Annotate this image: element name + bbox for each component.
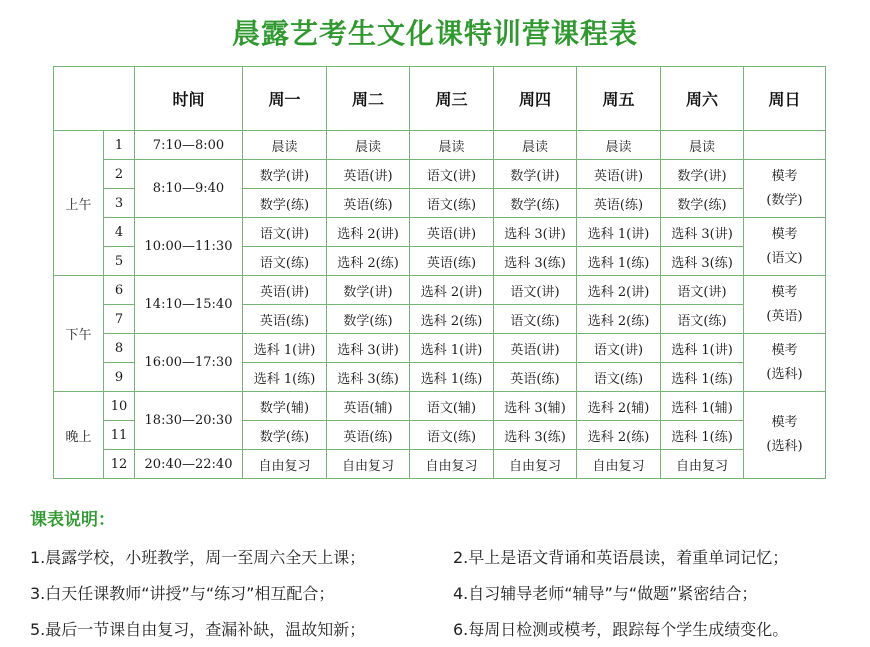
class-cell: 英语(练)	[577, 189, 661, 218]
class-cell: 语文(辅)	[410, 392, 494, 421]
table-row	[54, 131, 826, 160]
table-row	[54, 276, 826, 305]
exam-subject: (数学)	[766, 192, 803, 208]
class-cell: 语文(练)	[494, 305, 577, 334]
exam-label: 模考	[771, 226, 798, 242]
class-cell: 选科 2(练)	[577, 421, 661, 450]
period-number: 12	[104, 450, 135, 479]
table-row	[54, 392, 826, 421]
table-row	[54, 334, 826, 363]
class-cell: 选科 1(辅)	[661, 392, 744, 421]
note-item: 2.早上是语文背诵和英语晨读，着重单词记忆；	[453, 548, 789, 567]
class-cell: 选科 2(练)	[577, 305, 661, 334]
class-cell: 选科 3(练)	[327, 363, 410, 392]
period-number: 10	[104, 392, 135, 421]
class-cell: 选科 2(讲)	[577, 276, 661, 305]
note-item: 6.每周日检测或模考，跟踪每个学生成绩变化。	[453, 620, 789, 639]
period-number: 5	[104, 247, 135, 276]
period-cell: 晚上	[54, 392, 104, 479]
class-cell: 选科 2(辅)	[577, 392, 661, 421]
class-cell: 自由复习	[577, 450, 661, 479]
schedule-table	[53, 66, 826, 479]
class-cell: 数学(练)	[243, 421, 327, 450]
class-cell: 英语(练)	[243, 305, 327, 334]
period-number: 7	[104, 305, 135, 334]
time-cell: 8:10—9:40	[135, 160, 243, 218]
header-cell: 周三	[410, 67, 494, 131]
exam-subject: (选科)	[766, 366, 803, 382]
time-cell: 16:00—17:30	[135, 334, 243, 392]
period-cell: 上午	[54, 131, 104, 276]
class-cell: 选科 3(辅)	[494, 392, 577, 421]
class-cell: 语文(讲)	[243, 218, 327, 247]
note-item: 1.晨露学校，小班教学，周一至周六全天上课；	[30, 548, 366, 567]
period-number: 4	[104, 218, 135, 247]
sunday-exam-cell	[744, 276, 826, 334]
sunday-exam-cell	[744, 218, 826, 276]
class-cell: 数学(练)	[494, 189, 577, 218]
class-cell: 选科 3(讲)	[661, 218, 744, 247]
header-cell: 周日	[744, 67, 826, 131]
class-cell: 选科 2(讲)	[410, 276, 494, 305]
class-cell: 选科 3(练)	[661, 247, 744, 276]
class-cell: 语文(讲)	[494, 276, 577, 305]
time-cell: 7:10—8:00	[135, 131, 243, 160]
period-number: 11	[104, 421, 135, 450]
exam-label: 模考	[771, 342, 798, 358]
header-cell: 周五	[577, 67, 661, 131]
class-cell: 选科 1(练)	[661, 421, 744, 450]
class-cell: 语文(练)	[661, 305, 744, 334]
class-cell: 语文(讲)	[410, 160, 494, 189]
table-row	[54, 160, 826, 189]
class-cell: 英语(练)	[494, 363, 577, 392]
table-row	[54, 450, 826, 479]
class-cell: 数学(练)	[327, 305, 410, 334]
note-item: 5.最后一节课自由复习，查漏补缺，温故知新；	[30, 620, 366, 639]
page-title: 晨露艺考生文化课特训营课程表	[231, 17, 638, 50]
period-number: 1	[104, 131, 135, 160]
header-cell: 周四	[494, 67, 577, 131]
time-cell: 20:40—22:40	[135, 450, 243, 479]
class-cell: 晨读	[327, 131, 410, 160]
class-cell: 选科 1(练)	[243, 363, 327, 392]
class-cell: 英语(讲)	[410, 218, 494, 247]
class-cell: 选科 1(讲)	[410, 334, 494, 363]
period-number: 2	[104, 160, 135, 189]
class-cell: 英语(讲)	[243, 276, 327, 305]
class-cell: 语文(练)	[243, 247, 327, 276]
class-cell: 自由复习	[327, 450, 410, 479]
class-cell: 数学(讲)	[243, 160, 327, 189]
sunday-exam-cell	[744, 334, 826, 392]
class-cell: 选科 1(讲)	[243, 334, 327, 363]
header-cell: 周一	[243, 67, 327, 131]
time-cell: 18:30—20:30	[135, 392, 243, 450]
class-cell: 英语(练)	[327, 189, 410, 218]
class-cell: 自由复习	[243, 450, 327, 479]
class-cell: 选科 2(练)	[327, 247, 410, 276]
class-cell: 数学(练)	[661, 189, 744, 218]
class-cell: 语文(练)	[410, 189, 494, 218]
class-cell: 选科 2(讲)	[327, 218, 410, 247]
header-cell: 周二	[327, 67, 410, 131]
table-row	[54, 218, 826, 247]
class-cell: 选科 3(练)	[494, 421, 577, 450]
exam-subject: (选科)	[766, 439, 803, 454]
class-cell: 晨读	[410, 131, 494, 160]
class-cell: 数学(练)	[243, 189, 327, 218]
class-cell: 英语(辅)	[327, 392, 410, 421]
class-cell: 语文(练)	[577, 363, 661, 392]
class-cell: 选科 1(讲)	[661, 334, 744, 363]
exam-label: 模考	[771, 284, 798, 300]
class-cell: 语文(讲)	[661, 276, 744, 305]
class-cell: 数学(讲)	[661, 160, 744, 189]
notes-title: 课表说明：	[30, 510, 115, 530]
class-cell: 晨读	[661, 131, 744, 160]
class-cell: 选科 3(讲)	[494, 218, 577, 247]
period-cell: 下午	[54, 276, 104, 392]
class-cell: 数学(讲)	[494, 160, 577, 189]
class-cell: 数学(辅)	[243, 392, 327, 421]
class-cell: 自由复习	[494, 450, 577, 479]
class-cell: 语文(练)	[410, 421, 494, 450]
exam-subject: (语文)	[766, 250, 803, 266]
class-cell: 选科 1(练)	[577, 247, 661, 276]
class-cell: 选科 2(练)	[410, 305, 494, 334]
class-cell: 英语(练)	[410, 247, 494, 276]
class-cell: 英语(讲)	[494, 334, 577, 363]
class-cell: 晨读	[494, 131, 577, 160]
header-cell: 时间	[135, 67, 243, 131]
class-cell: 英语(讲)	[577, 160, 661, 189]
corner-cell	[54, 67, 135, 131]
class-cell: 自由复习	[410, 450, 494, 479]
note-item: 4.自习辅导老师“辅导”与“做题”紧密结合；	[453, 584, 758, 603]
class-cell: 英语(练)	[327, 421, 410, 450]
table-header-row	[54, 67, 826, 131]
class-cell: 晨读	[243, 131, 327, 160]
period-number: 3	[104, 189, 135, 218]
exam-label: 模考	[771, 168, 798, 184]
time-cell: 14:10—15:40	[135, 276, 243, 334]
exam-label: 模考	[771, 415, 798, 430]
sunday-exam-cell	[744, 392, 826, 479]
sunday-cell-empty	[744, 131, 826, 160]
class-cell: 选科 1(练)	[661, 363, 744, 392]
note-item: 3.白天任课教师“讲授”与“练习”相互配合；	[30, 584, 335, 603]
period-number: 8	[104, 334, 135, 363]
time-cell: 10:00—11:30	[135, 218, 243, 276]
period-number: 6	[104, 276, 135, 305]
exam-subject: (英语)	[766, 308, 803, 324]
class-cell: 语文(讲)	[577, 334, 661, 363]
period-number: 9	[104, 363, 135, 392]
class-cell: 选科 1(讲)	[577, 218, 661, 247]
sunday-exam-cell	[744, 160, 826, 218]
class-cell: 自由复习	[661, 450, 744, 479]
class-cell: 选科 3(练)	[494, 247, 577, 276]
class-cell: 晨读	[577, 131, 661, 160]
class-cell: 数学(讲)	[327, 276, 410, 305]
header-cell: 周六	[661, 67, 744, 131]
class-cell: 选科 1(练)	[410, 363, 494, 392]
class-cell: 选科 3(讲)	[327, 334, 410, 363]
class-cell: 英语(讲)	[327, 160, 410, 189]
